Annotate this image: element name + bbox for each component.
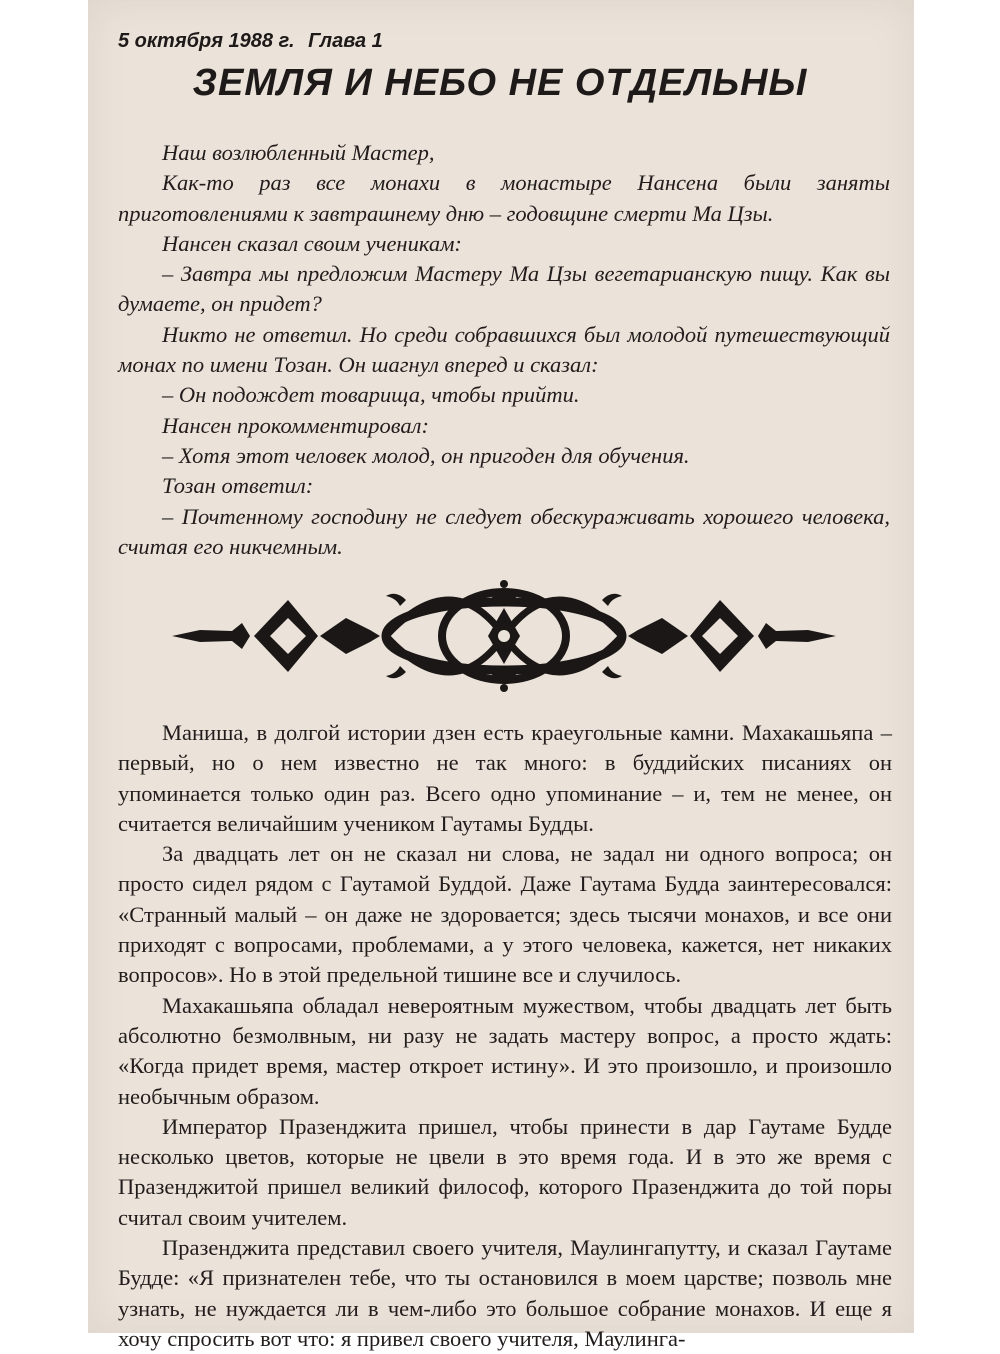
koan-line: – Он подождет товарища, чтобы прийти.	[162, 382, 580, 408]
koan-line: – Хотя этот человек молод, он пригоден для обучения.	[162, 442, 690, 468]
paragraph: Император Празенджита пришел, чтобы принести в дар Гаутаме Будде несколько цветов, которые не цвели в это время года. И в это же время с Празенджитой пришел великий философ, которого Празенджита до той поры считал своим учителем.	[118, 1113, 892, 1230]
paragraph: Махакашьяпа обладал невероятным мужеством, чтобы двадцать лет быть абсолютно безмолвным, ни разу не задать мастеру вопрос, а просто ждать: «Когда придет время, мастер откроет истину». И это произошло, и произошло необычным образом.	[118, 992, 892, 1109]
koan-line: Как-то раз все монахи в монастыре Нансена были заняты приготовлениями к завтрашнему дню – годовщине смерти Ма Цзы.	[118, 170, 890, 226]
header-chapter: Глава 1	[308, 30, 383, 52]
paragraph: За двадцать лет он не сказал ни слова, не задал ни одного вопроса; он просто сидел рядом с Гаутамой Буддой. Даже Гаутама Будда заинтересовался: «Странный малый – он даже не здоровается; здесь тысячи монахов, и все они приходят с вопросами, проблемами, а у этого человека, кажется, нет никаких вопросов». Но в этой предельной тишине все и случилось.	[118, 841, 892, 988]
koan-line: Нансен прокомментировал:	[162, 412, 429, 438]
paragraph: Празенджита представил своего учителя, Маулингапутту, и сказал Гаутаме Будде: «Я признателен тебе, что ты остановился в моем царстве; позволь мне узнать, не нуждается ли в чем-либо это большое собрание монахов. И еще я хочу спросить вот что: я привел своего учителя, Маулинга-	[118, 1235, 892, 1351]
koan-line: – Завтра мы предложим Мастеру Ма Цзы вегетарианскую пищу. Как вы думаете, он придет?	[118, 261, 890, 317]
header-date: 5 октября 1988 г.	[118, 30, 295, 52]
koan-line: Тозан ответил:	[162, 473, 314, 499]
koan-line: Никто не ответил. Но среди собравшихся был молодой путешествующий монах по имени Тозан. Он шагнул вперед и сказал:	[118, 321, 890, 378]
koan-line: – Почтенному господину не следует обескураживать хорошего человека, считая его никчемным.	[118, 503, 890, 559]
koan-line: Нансен сказал своим ученикам:	[162, 230, 462, 256]
commentary-text	[118, 718, 892, 1354]
chapter-title: ЗЕМЛЯ И НЕБО НЕ ОТДЕЛЬНЫ	[192, 62, 808, 104]
decorative-divider-icon	[170, 578, 838, 693]
koan-passage	[118, 138, 890, 562]
running-header	[118, 30, 383, 53]
koan-line: Наш возлюбленный Мастер,	[162, 140, 435, 165]
paragraph: Маниша, в долгой истории дзен есть краеугольные камни. Махакашьяпа – первый, но о нем известно не так много: в буддийских писаниях он упоминается только один раз. Всего одно упоминание – и, тем не менее, он считается величайшим учеником Гаутамы Будды.	[118, 720, 892, 836]
